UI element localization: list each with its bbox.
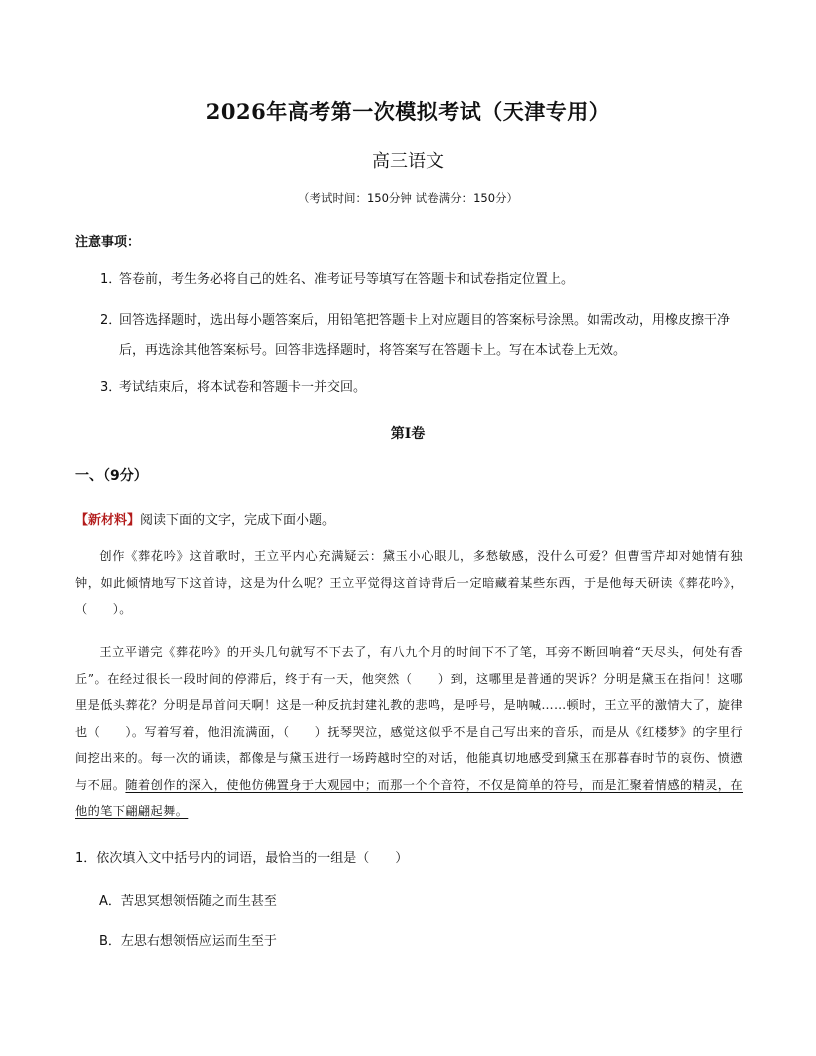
- notice-item-number: 3．: [100, 380, 122, 395]
- material-instruction: 阅读下面的文字，完成下面小题。: [140, 513, 336, 528]
- part-heading: 一、（9分）: [75, 468, 148, 484]
- exam-info: （考试时间：150分钟 试卷满分：150分）: [297, 191, 519, 205]
- notice-item: [100, 306, 750, 366]
- notice-item-text: 答卷前，考生务必将自己的姓名、准考证号等填写在答题卡和试卷指定位置上。: [119, 272, 575, 287]
- passage-paragraph-1: 创作《葬花吟》这首歌时，王立平内心充满疑云：黛玉小心眼儿，多愁敏感，没什么可爱？但曹雪芹却对她情有独钟，如此倾情地写下这首诗，这是为什么呢？王立平觉得这首诗背后一定暗藏着某些东西，于是他每天研读《葬花吟》，（ ）。: [75, 549, 743, 616]
- notice-item-number: 2．: [100, 313, 122, 328]
- notice-heading: 注意事项：: [75, 235, 141, 250]
- answer-option-b[interactable]: B．左思右想领悟应运而生至于: [99, 934, 277, 949]
- notice-item-text: 考试结束后，将本试卷和答题卡一并交回。: [119, 380, 367, 395]
- passage-paragraph-2: [75, 639, 743, 825]
- material-instruction-line: [75, 509, 335, 528]
- notice-item-text: 回答选择题时，选出每小题答案后，用铅笔把答题卡上对应题目的答案标号涂黑。如需改动，用橡皮擦干净后，再选涂其他答案标号。回答非选择题时，将答案写在答题卡上。写在本试卷上无效。: [119, 313, 731, 358]
- notice-item-number: 1．: [100, 272, 122, 287]
- subject-title: 高三语文: [372, 151, 444, 172]
- material-tag: 【新材料】: [75, 513, 141, 528]
- answer-option-a[interactable]: A．苦思冥想领悟随之而生甚至: [99, 894, 277, 909]
- section-title: 第Ⅰ卷: [390, 426, 426, 442]
- underlined-sentence: 随着创作的深入，使他仿佛置身于大观园中；而那一个个音符，不仅是简单的符号，而是汇聚着情感的精灵，在他的笔下翩翩起舞。: [75, 777, 743, 818]
- question-stem: 1．依次填入文中括号内的词语，最恰当的一组是（ ）: [75, 851, 409, 866]
- notice-item: [100, 265, 750, 295]
- passage-paragraph-2-text: 王立平谱完《葬花吟》的开头几句就写不下去了，有八九个月的时间下不了笔，耳旁不断回响着“天尽头，何处有香丘”。在经过很长一段时间的停滞后，终于有一天，他突然（ ）到，这哪里是普通的哭诉？分明是黛玉在指问！这哪里是低头葬花？分明是昂首问天啊！这是一种反抗封建礼教的悲鸣，是呼号，是呐喊……顿时，王立平的激情大了，旋律也（ ）。写着写着，他泪流满面，（ ）抚琴哭泣，感觉这似乎不是自己写出来的音乐，而是从《红楼梦》的字里行间挖出来的。每一次的诵读，都像是与黛玉进行一场跨越时空的对话，他能真切地感受到黛玉在那暮春时节的哀伤、愤懑与不屈。: [75, 645, 743, 792]
- exam-title: 2026年高考第一次模拟考试（天津专用）: [205, 99, 611, 124]
- notice-item: [100, 373, 750, 403]
